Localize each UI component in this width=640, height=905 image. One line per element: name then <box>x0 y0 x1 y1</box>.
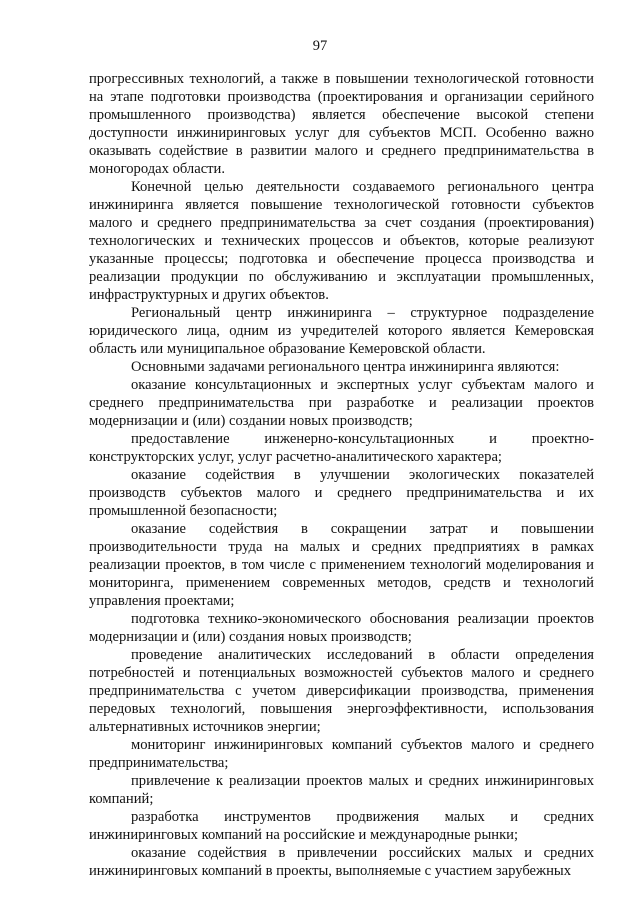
paragraph-12: привлечение к реализации проектов малых и средних инжиниринговых компаний; <box>89 773 594 807</box>
paragraph-13: разработка инструментов продвижения малых и средних инжиниринговых компаний на российские и международные рынки; <box>89 809 594 843</box>
paragraph-7: оказание содействия в улучшении экологических показателей производств субъектов малого и среднего предпринимательства и их промышленной безопасности; <box>89 467 594 519</box>
paragraph-3: Региональный центр инжиниринга – структурное подразделение юридического лица, одним из учредителей которого является Кемеровская область или муниципальное образование Кемеровской области. <box>89 305 594 357</box>
paragraph-1: прогрессивных технологий, а также в повышении технологической готовности на этапе подготовки производства (проектирования и организации серийного промышленного производства) является обеспечение высокой степени доступности инжиниринговых услуг для субъектов МСП. Особенно важно оказывать содействие в развитии малого и среднего предпринимательства в моногородах области. <box>89 71 594 177</box>
paragraph-9: подготовка технико-экономического обоснования реализации проектов модернизации и (или) создания новых производств; <box>89 611 594 645</box>
page-number: 97 <box>312 38 328 54</box>
body-text <box>89 70 594 880</box>
paragraph-6: предоставление инженерно-консультационных и проектно-конструкторских услуг, услуг расчетно-аналитического характера; <box>89 431 594 465</box>
paragraph-8: оказание содействия в сокращении затрат и повышении производительности труда на малых и средних предприятиях в рамках реализации проектов, в том числе с применением технологий моделирования и мониторинга, применением современных методов, средств и технологий управления проектами; <box>89 521 594 609</box>
paragraph-4: Основными задачами регионального центра инжиниринга являются: <box>131 359 560 375</box>
paragraph-2: Конечной целью деятельности создаваемого регионального центра инжиниринга является повышение технологической готовности субъектов малого и среднего предпринимательства за счет создания (проектирования) технологических и технических процессов и объектов, которые реализуют указанные процессы; подготовка и обеспечение процесса производства и реализации продукции по обслуживанию и эксплуатации промышленных, инфраструктурных и других объектов. <box>89 179 594 303</box>
paragraph-14: оказание содействия в привлечении российских малых и средних инжиниринговых компаний в проекты, выполняемые с участием зарубежных <box>89 845 594 879</box>
paragraph-11: мониторинг инжиниринговых компаний субъектов малого и среднего предпринимательства; <box>89 737 594 771</box>
paragraph-10: проведение аналитических исследований в области определения потребностей и потенциальных возможностей субъектов малого и среднего предпринимательства с учетом диверсификации производства, применения передовых технологий, повышения энергоэффективности, использования альтернативных источников энергии; <box>89 647 594 735</box>
paragraph-5: оказание консультационных и экспертных услуг субъектам малого и среднего предпринимательства при разработке и реализации проектов модернизации и (или) создании новых производств; <box>89 377 594 429</box>
